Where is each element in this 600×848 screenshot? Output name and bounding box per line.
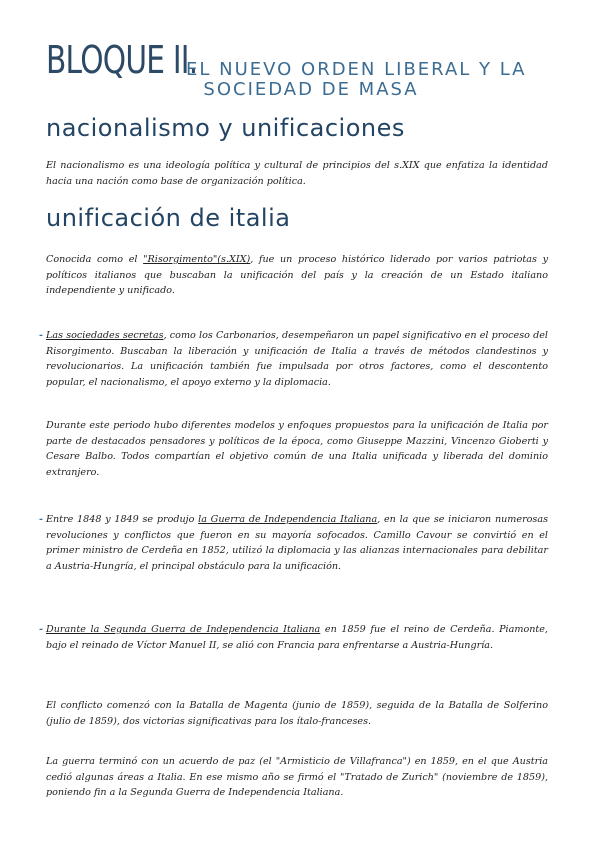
paragraph-sociedades-secretas	[46, 328, 548, 390]
text-span: , fue un proceso histórico liderado por varios patriotas y políticos italianos que buscaban la unificación del país y la creación de un Estado italiano independiente y unificado.	[46, 254, 549, 296]
subtitle-line-1: EL NUEVO ORDEN LIBERAL Y LA	[186, 59, 527, 80]
underlined-term: Las sociedades secretas	[46, 330, 164, 341]
page-title: BLOQUE II.	[46, 38, 198, 82]
text-span: en 1859 fue el reino de Cerdeña. Piamonte, bajo el reinado de Víctor Manuel II, se alió con Francia para enfrentarse a Austria-Hungría.	[46, 624, 548, 651]
page-subtitle	[186, 60, 526, 100]
subtitle-line-2: SOCIEDAD DE MASA	[203, 79, 419, 100]
paragraph-nacionalismo: El nacionalismo es una ideología política y cultural de principios del s.XIX que enfatiza la identidad hacia una nación como base de organización política.	[46, 160, 548, 187]
underlined-term: la Guerra de Independencia Italiana	[198, 514, 378, 525]
paragraph-armisticio: La guerra terminó con un acuerdo de paz (el "Armisticio de Villafranca") en 1859, en el que Austria cedió algunas áreas a Italia. En ese mismo año se firmó el "Tratado de Zurich" (noviembre de 1859), poniendo fin a la Segunda Guerra de Independencia Italiana.	[46, 756, 548, 798]
underlined-term: Durante la Segunda Guerra de Independencia Italiana	[46, 624, 321, 635]
section-heading-nacionalismo: nacionalismo y unificaciones	[46, 114, 405, 142]
text-span: , como los Carbonarios, desempeñaron un papel significativo en el proceso del Risorgimento. Buscaban la liberación y unificación de Italia a través de métodos clandestinos y revolucionarios. La unificación también fue impulsada por otros factores, como el descontento popular, el nacionalismo, el apoyo externo y la diplomacia.	[46, 330, 548, 388]
section-heading-italia: unificación de italia	[46, 204, 291, 232]
underlined-term: "Risorgimento"(s.XIX)	[143, 254, 251, 265]
paragraph-segunda-guerra	[46, 622, 548, 653]
paragraph-batallas: El conflicto comenzó con la Batalla de Magenta (junio de 1859), seguida de la Batalla de Solferino (julio de 1859), dos victorias significativas para los ítalo-franceses.	[46, 700, 548, 727]
text-span: Entre 1848 y 1849 se produjo	[46, 514, 199, 525]
text-span: Conocida como el	[46, 254, 144, 265]
paragraph-primera-guerra	[46, 512, 548, 574]
paragraph-modelos: Durante este periodo hubo diferentes modelos y enfoques propuestos para la unificación de Italia por parte de destacados pensadores y políticos de la época, como Giuseppe Mazzini, Vincenzo Gioberti y Cesare Balbo. Todos compartían el objetivo común de una Italia unificada y liberada del dominio extranjero.	[46, 420, 548, 478]
text-span: , en la que se iniciaron numerosas revoluciones y conflictos que fueron en su mayoría sofocados. Camillo Cavour se convirtió en el primer ministro de Cerdeña en 1852, utilizó la diplomacia y las alianzas internacionales para debilitar a Austria-Hungría, el principal obstáculo para la unificación.	[46, 514, 549, 572]
paragraph-risorgimento	[46, 252, 548, 299]
